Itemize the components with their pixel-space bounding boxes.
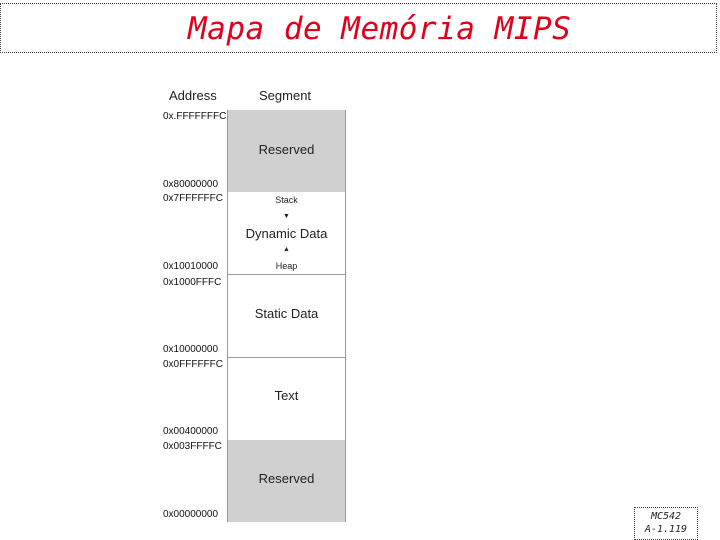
segment-label: Reserved — [258, 470, 315, 486]
slide-number: A-1.119 — [644, 524, 688, 535]
segment-stack-heap — [227, 192, 346, 274]
segment-static-data — [227, 275, 346, 357]
segment-text — [227, 358, 346, 440]
segment-reserved-top — [227, 110, 346, 192]
address-label: 0x0FFFFFFC — [163, 359, 223, 370]
title-box — [0, 3, 717, 53]
stack-label: Stack — [275, 195, 298, 205]
segment-label: Reserved — [258, 141, 315, 157]
address-label: 0x1000FFFC — [163, 277, 222, 288]
address-header: Address — [169, 88, 217, 103]
slide-title: Mapa de Memória MIPS — [188, 11, 572, 47]
heap-label: Heap — [275, 261, 298, 271]
up-arrow-icon: ▲ — [283, 246, 290, 253]
footer-box — [634, 507, 698, 540]
address-label: 0x00400000 — [163, 426, 219, 437]
course-code: MC542 — [650, 511, 682, 522]
address-label: 0x10010000 — [163, 261, 219, 272]
dynamic-data-label: Dynamic Data — [245, 226, 328, 241]
down-arrow-icon: ▼ — [283, 213, 290, 220]
address-label: 0x00000000 — [163, 509, 219, 520]
address-label: 0x003FFFFC — [163, 441, 222, 452]
segment-label: Static Data — [254, 305, 319, 321]
segment-reserved-bottom — [227, 440, 346, 522]
address-label: 0x10000000 — [163, 344, 219, 355]
address-label: 0x7FFFFFFC — [163, 193, 223, 204]
segment-label: Text — [274, 387, 299, 403]
address-label: 0x.FFFFFFFC — [163, 111, 227, 122]
address-label: 0x80000000 — [163, 179, 219, 190]
segment-header: Segment — [259, 88, 312, 103]
